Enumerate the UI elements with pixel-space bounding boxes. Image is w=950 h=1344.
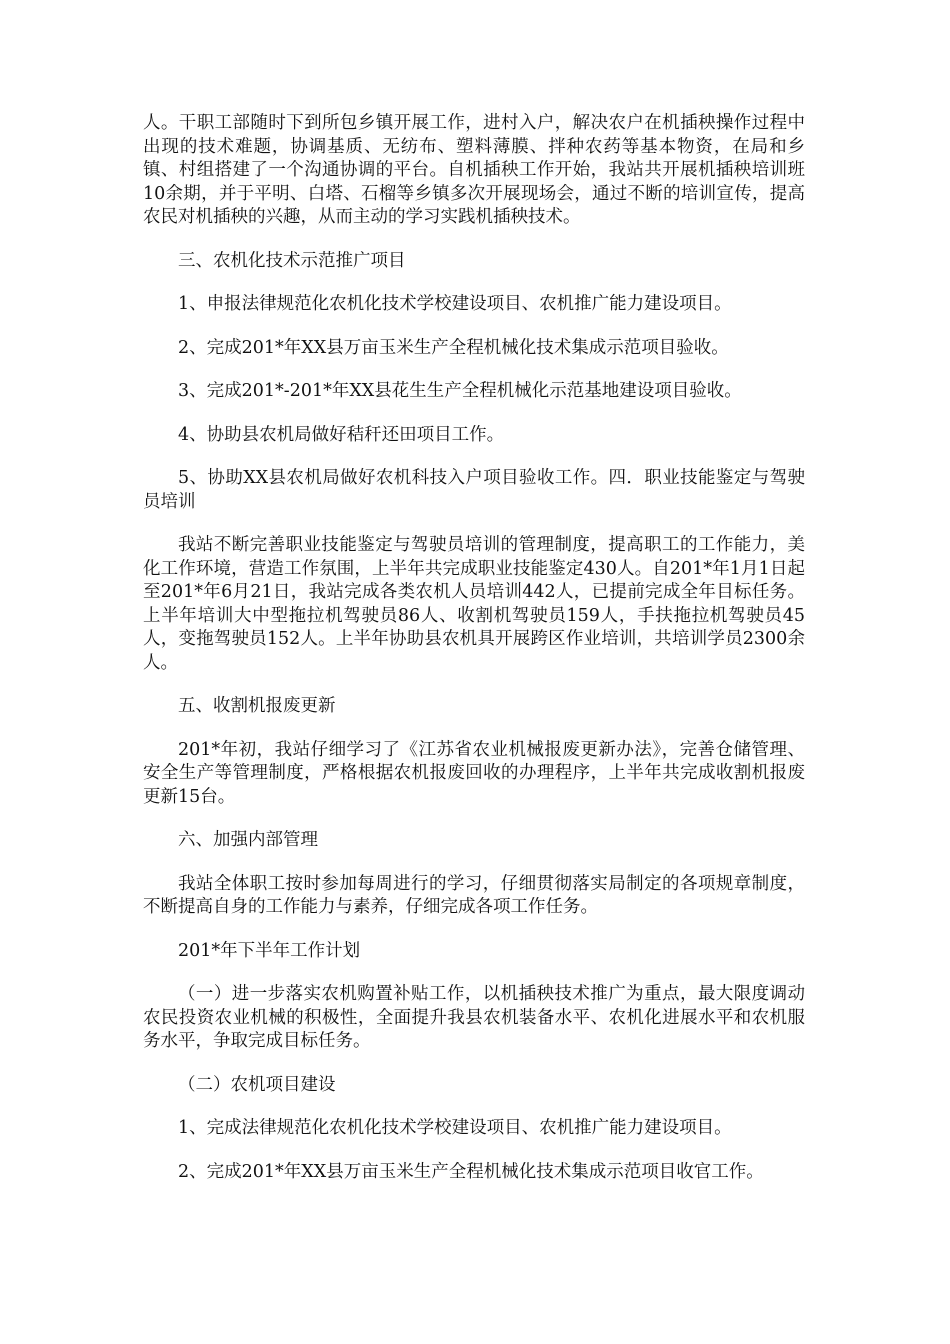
list-item: 3、完成201*-201*年XX县花生生产全程机械化示范基地建设项目验收。 [178,381,742,401]
section-heading-5: 五、收割机报废更新 [178,696,336,716]
list-item: 4、协助县农机局做好秸秆还田项目工作。 [178,424,505,445]
paragraph-continuation: 人。干职工部随时下到所包乡镇开展工作，进村入户，解决农户在机插秧操作过程中出现的技术难题，协调基质、无纺布、塑料薄膜、拌种农药等基本物资，在局和乡镇、村组搭建了一个沟通协调的平台。自机插秧工作开始，我站共开展机插秧培训班10余期，并于平明、白塔、石榴等乡镇多次开展现场会，通过不断的培训宣传，提高农民对机插秧的兴趣，从而主动的学习实践机插秧技术。 [143,113,805,227]
paragraph: 201*年初，我站仔细学习了《江苏省农业机械报废更新办法》，完善仓储管理、安全生产等管理制度，严格根据农机报废回收的办理程序，上半年共完成收割机报废更新15台。 [143,739,805,807]
paragraph: （一）进一步落实农机购置补贴工作，以机插秧技术推广为重点，最大限度调动农民投资农业机械的积极性，全面提升我县农机装备水平、农机化进展水平和农机服务水平，争取完成目标任务。 [143,984,805,1051]
list-item: 2、完成201*年XX县万亩玉米生产全程机械化技术集成示范项目收官工作。 [178,1161,764,1182]
paragraph: 我站全体职工按时参加每周进行的学习，仔细贯彻落实局制定的各项规章制度，不断提高自身的工作能力与素养，仔细完成各项工作任务。 [143,873,805,917]
list-item: 2、完成201*年XX县万亩玉米生产全程机械化技术集成示范项目验收。 [178,337,729,358]
plan-heading: 201*年下半年工作计划 [178,940,361,961]
section-heading-6: 六、加强内部管理 [178,830,318,850]
paragraph: 我站不断完善职业技能鉴定与驾驶员培训的管理制度，提高职工的工作能力，美化工作环境，营造工作氛围，上半年共完成职业技能鉴定430人。自201*年1月1日起至201*年6月21日，我站完成各类农机人员培训442人，已提前完成全年目标任务。上半年培训大中型拖拉机驾驶员86人、收割机驾驶员159人，手扶拖拉机驾驶员45人，变拖驾驶员152人。上半年协助县农机具开展跨区作业培训，共培训学员2300余人。 [143,535,805,673]
section-heading-3: 三、农机化技术示范推广项目 [178,250,406,271]
document-body [143,112,805,1204]
subsection-heading: （二）农机项目建设 [178,1074,336,1095]
list-item: 1、完成法律规范化农机化技术学校建设项目、农机推广能力建设项目。 [178,1118,732,1138]
list-item: 1、申报法律规范化农机化技术学校建设项目、农机推广能力建设项目。 [178,294,732,314]
list-item: 5、协助XX县农机局做好农机科技入户项目验收工作。四．职业技能鉴定与驾驶员培训 [143,468,805,512]
